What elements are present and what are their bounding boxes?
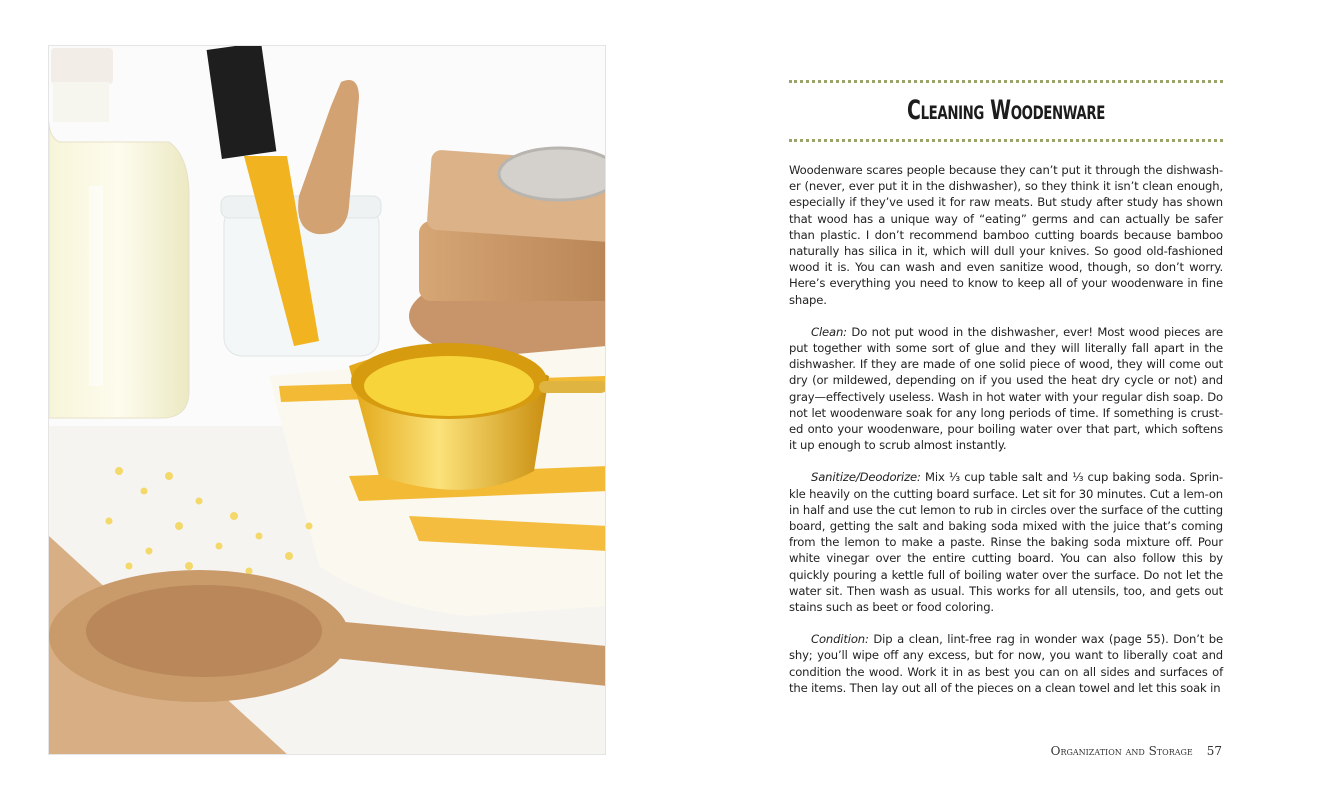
- text-page: [789, 80, 1223, 712]
- page-footer: [1000, 744, 1222, 758]
- clean-text: Do not put wood in the dishwasher, ever! Most wood pieces are put together with some sort of glue and they will literally fall apart in the dishwasher. If they are made of one solid piece of wood, they will come out dry (or mildewed, depending on if you used the heat dry cycle or not) and gray—effectively useless. Wash in hot water with your regular dish soap. Do not let woodenware soak for any long periods of time. If something is crust-ed onto your woodenware, pour boiling water over that part, which softens it up enough to scrub almost instantly.: [789, 324, 1223, 453]
- chapter-name: Organization and Storage: [1050, 744, 1193, 758]
- paragraph-intro: Woodenware scares people because they can’t put it through the dishwash-er (never, ever put it in the dishwasher), so they think it isn’t clean enough, especially if they’ve used it for raw meats. But study after study has shown that wood has a unique way of “eating” germs and can actually be safer than plastic. I don’t recommend bamboo cutting boards because bamboo naturally has silica in it, which will dull your knives. So good old-fashioned wood it is. You can wash and even sanitize wood, though, so don’t worry. Here’s everything you need to know to keep all of your woodenware in fine shape.: [789, 163, 1223, 307]
- clean-label: Clean:: [811, 324, 847, 339]
- page-number: 57: [1206, 744, 1222, 758]
- photo-illustration: [49, 46, 606, 755]
- sanitize-text: Mix ⅓ cup table salt and ⅓ cup baking soda. Sprin-kle heavily on the cutting board surface. Let sit for 30 minutes. Cut a lem-on in half and use the cut lemon to rub in circles over the surface of the cutting board, getting the salt and baking soda mixed with the juice that’s coming from the lemon to make a paste. Rinse the baking soda mixture off. Pour white vinegar over the entire cutting board. You can also follow this by quickly pouring a kettle full of boiling water over the surface. Do not let the water sit. Then wash as usual. This works for all utensils, too, and gets out stains such as beet or food coloring.: [789, 470, 1223, 615]
- condition-label: Condition:: [811, 632, 869, 647]
- product-photo: [48, 45, 606, 755]
- section-title: Cleaning Woodenware: [907, 95, 1105, 126]
- paragraph-condition: [789, 631, 1223, 696]
- paragraph-clean: [789, 324, 1223, 454]
- bottom-dotted-rule: [789, 139, 1223, 142]
- paragraph-sanitize: [789, 469, 1223, 615]
- sanitize-label: Sanitize/Deodorize:: [811, 470, 921, 485]
- wooden-boards: [409, 148, 606, 366]
- condition-text: Dip a clean, lint-free rag in wonder wax (page 55). Don’t be shy; you’ll wipe off any excess, but for now, you want to liberally coat and condition the wood. Work it in as best you can on all sides and surfaces of the items. Then lay out all of the pieces on a clean towel and let this soak in: [789, 632, 1223, 695]
- body-text: [789, 162, 1223, 696]
- top-dotted-rule: [789, 80, 1223, 83]
